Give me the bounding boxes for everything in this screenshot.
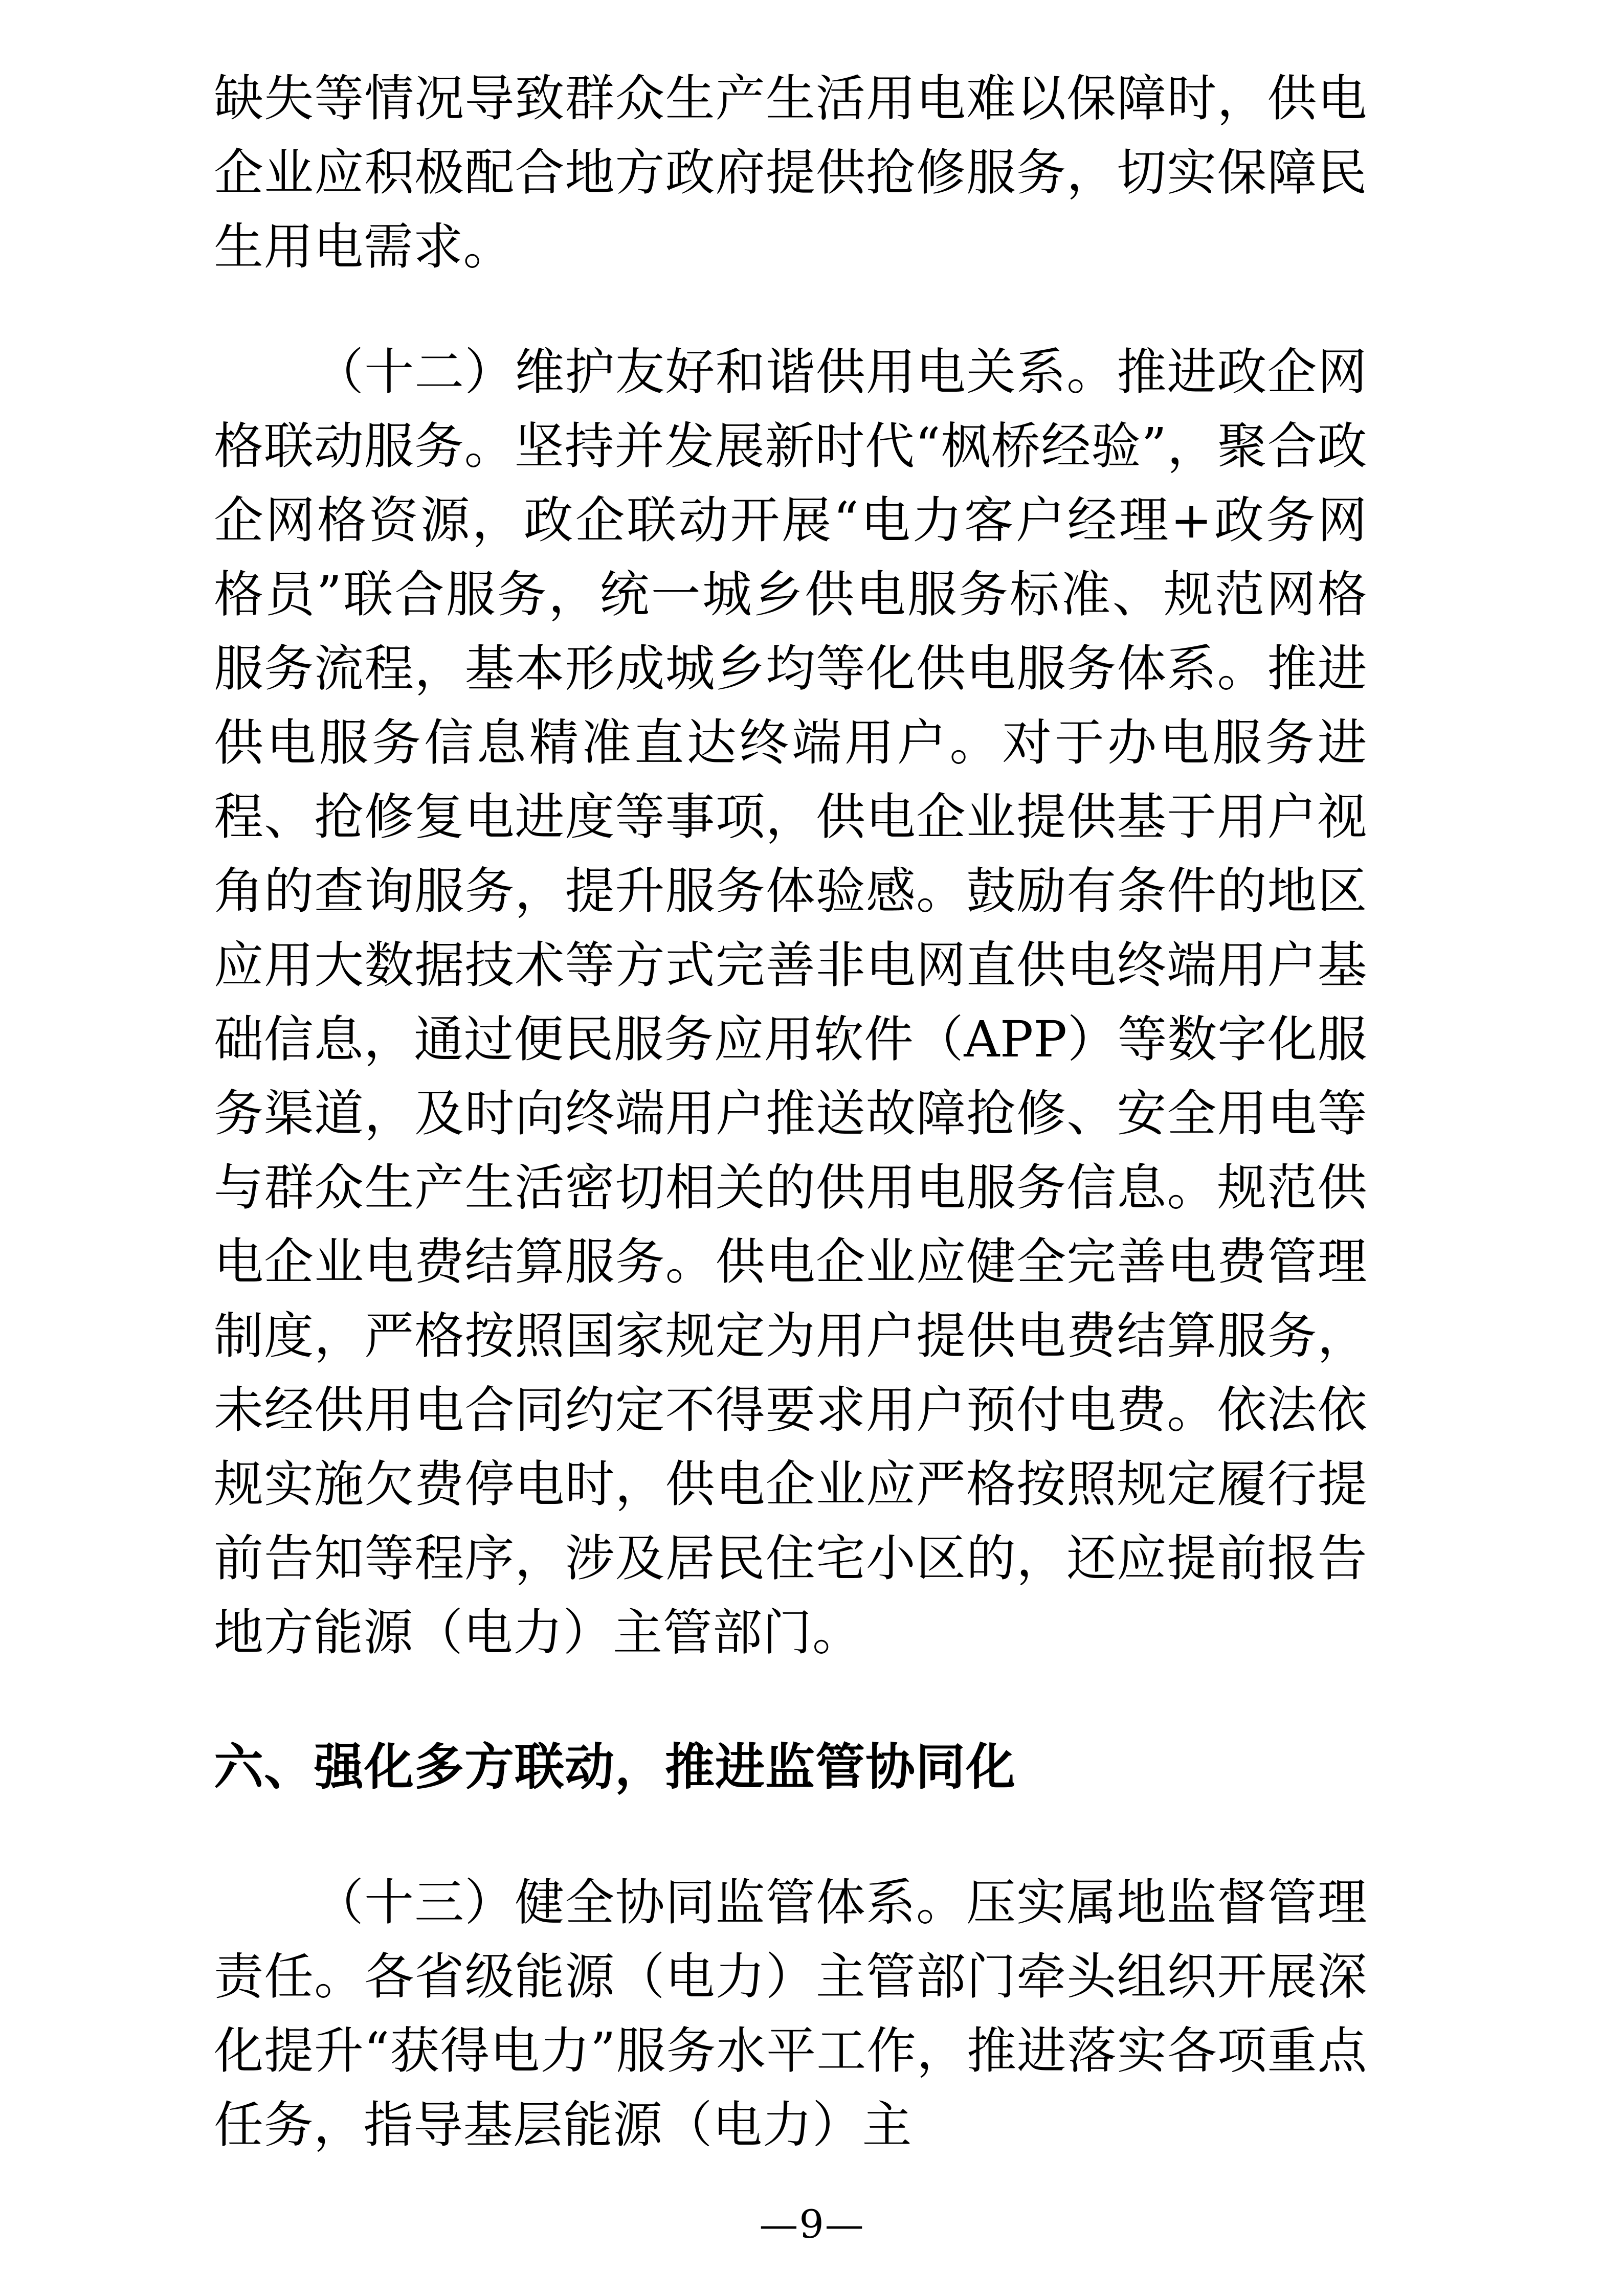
page-number: —9— [759, 2201, 865, 2247]
heading-gap-above [214, 1670, 1367, 1730]
heading-gap-below [214, 1804, 1367, 1865]
section-heading-six: 六、强化多方联动，推进监管协同化 [214, 1738, 1016, 1796]
page-content [214, 61, 1367, 2162]
paragraph-item-twelve: （十二）维护友好和谐供用电关系。推进政企网格联动服务。坚持并发展新时代“枫桥经验”，聚合政企网格资源，政企联动开展“电力客户经理+政务网格员”联合服务，统一城乡供电服务标准、规范网格服务流程，基本形成城乡均等化供电服务体系。推进供电服务信息精准直达终端用户。对于办电服务进程、抢修复电进度等事项，供电企业提供基于用户视角的查询服务，提升服务体验感。鼓励有条件的地区应用大数据技术等方式完善非电网直供电终端用户基础信息，通过便民服务应用软件（APP）等数字化服务渠道，及时向终端用户推送故障抢修、安全用电等与群众生产生活密切相关的供用电服务信息。规范供电企业电费结算服务。供电企业应健全完善电费管理制度，严格按照国家规定为用户提供电费结算服务，未经供用电合同约定不得要求用户预付电费。依法依规实施欠费停电时，供电企业应严格按照规定履行提前告知等程序，涉及居民住宅小区的，还应提前报告地方能源（电力）主管部门。 [214, 343, 1367, 1661]
paragraph-gap [214, 284, 1367, 335]
paragraph-continued: 缺失等情况导致群众生产生活用电难以保障时，供电企业应积极配合地方政府提供抢修服务，切实保障民生用电需求。 [214, 70, 1367, 276]
paragraph-item-thirteen: （十三）健全协同监管体系。压实属地监督管理责任。各省级能源（电力）主管部门牵头组织开展深化提升“获得电力”服务水平工作，推进落实各项重点任务，指导基层能源（电力）主 [214, 1874, 1367, 2154]
